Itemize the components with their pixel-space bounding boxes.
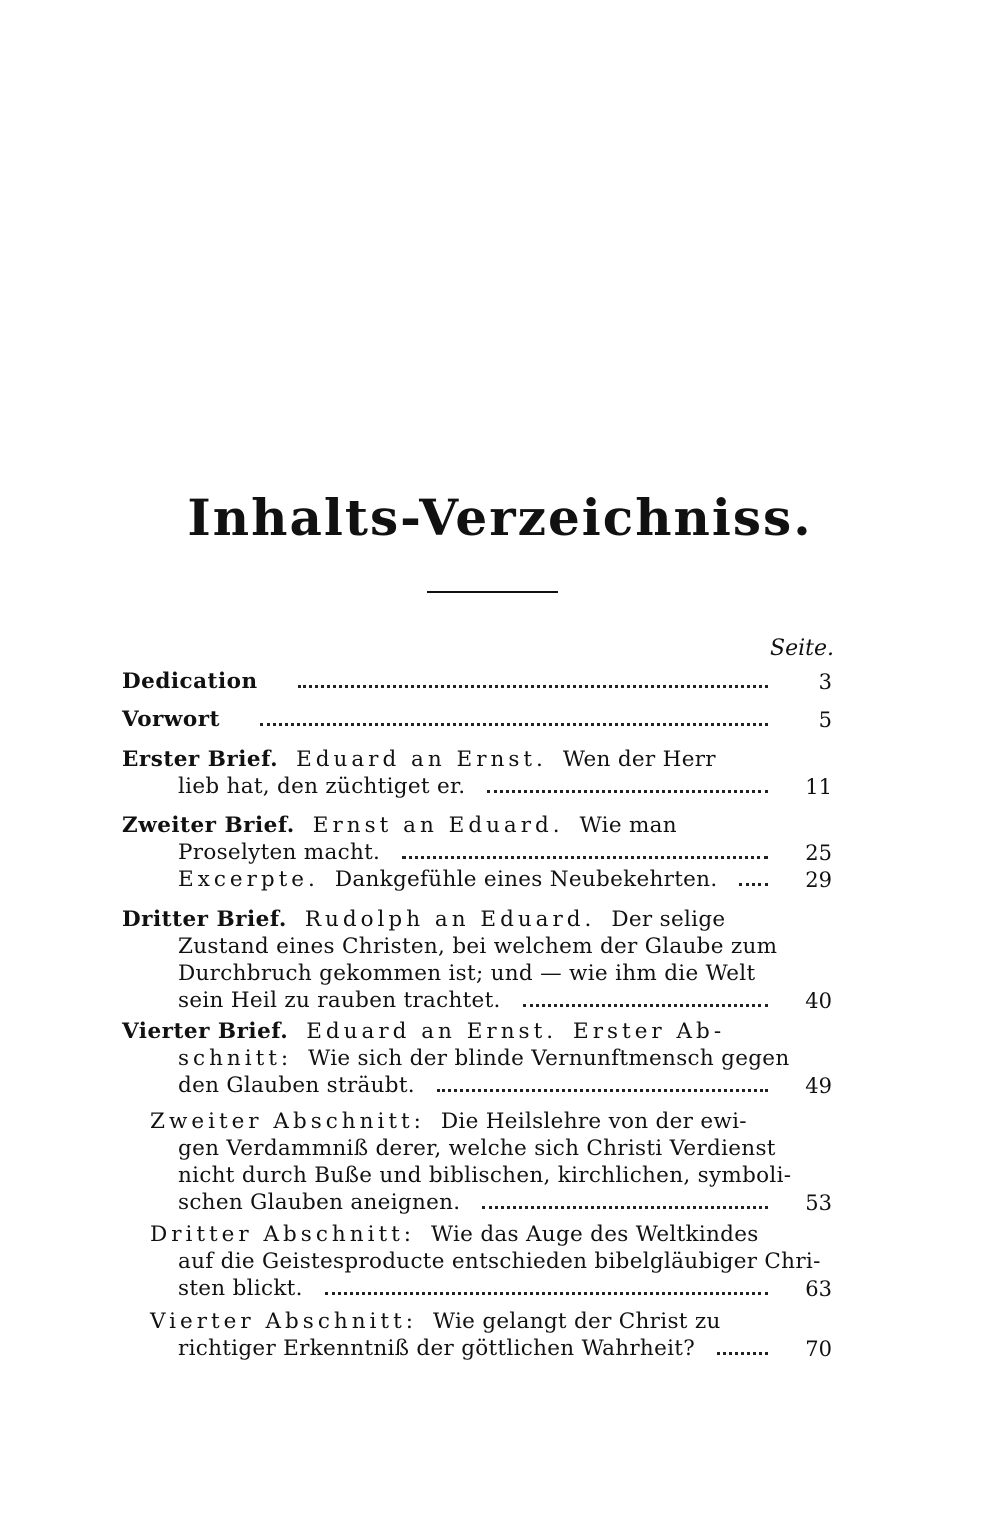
toc-line (150, 1308, 832, 1334)
dot-leader (739, 883, 768, 886)
dot-leader (482, 1206, 768, 1209)
page-number: 53 (805, 1191, 832, 1215)
entry-heading: Dritter Brief. (122, 907, 287, 932)
dot-leader (325, 1292, 768, 1295)
toc-line (178, 1135, 832, 1161)
toc-line (178, 1189, 832, 1215)
dot-leader (402, 856, 768, 859)
toc-line (178, 1072, 832, 1098)
toc-line (178, 1275, 832, 1301)
dot-leader (298, 685, 768, 688)
dot-leader (717, 1352, 768, 1355)
entry-text: Die Heilslehre von der ewi- (440, 1109, 747, 1134)
entry-heading: Zweiter Brief. (122, 813, 295, 838)
excerpt-label: Excerpte. (178, 867, 319, 892)
section-label: Dritter Abschnitt: (150, 1222, 415, 1247)
toc-line (178, 839, 832, 865)
toc-line (178, 773, 832, 799)
entry-text: Wie man (579, 813, 677, 838)
entry-sender: Eduard an Ernst. (306, 1019, 558, 1044)
page-number: 5 (818, 708, 832, 732)
toc-line (122, 906, 832, 932)
toc-line (178, 960, 832, 986)
page-number: 70 (805, 1337, 832, 1361)
toc-line (122, 706, 832, 732)
section-label: Vierter Abschnitt: (150, 1309, 417, 1334)
toc-line (178, 866, 832, 892)
page-number: 40 (805, 989, 832, 1013)
dot-leader (260, 723, 768, 726)
entry-sender: Ernst an Eduard. (312, 813, 564, 838)
entry-heading: Vorwort (122, 707, 220, 732)
entry-text: Wie das Auge des Weltkindes (430, 1222, 759, 1247)
entry-text: Durchbruch gekommen ist; und — wie ihm die Welt (178, 961, 756, 986)
entry-sender: Rudolph an Eduard. (304, 907, 596, 932)
page-number: 29 (805, 868, 832, 892)
dot-leader (487, 790, 768, 793)
entry-text: Wie sich der blinde Vernunftmensch gegen (308, 1046, 790, 1071)
toc-line (122, 746, 832, 772)
toc-line (150, 1108, 832, 1134)
entry-text: den Glauben sträubt. (178, 1073, 415, 1098)
toc-line (122, 812, 832, 838)
page-number: 49 (805, 1074, 832, 1098)
entry-heading: Erster Brief. (122, 747, 279, 772)
section-label: schnitt: (178, 1046, 293, 1071)
entry-text: Dankgefühle eines Neubekehrten. (334, 867, 718, 892)
entry-sender: Eduard an Ernst. (296, 747, 547, 772)
title-divider (427, 591, 558, 593)
page-number: 25 (805, 841, 832, 865)
toc-line (178, 1335, 832, 1361)
dot-leader (437, 1089, 768, 1092)
toc-line (122, 668, 832, 694)
section-label: Zweiter Abschnitt: (150, 1109, 425, 1134)
entry-heading: Dedication (122, 669, 258, 694)
page-number: 63 (805, 1277, 832, 1301)
page-number: 3 (818, 670, 832, 694)
entry-text: Proselyten macht. (178, 840, 381, 865)
entry-heading: Vierter Brief. (122, 1019, 289, 1044)
dot-leader (523, 1004, 768, 1007)
section-label: Erster Ab- (573, 1019, 726, 1044)
toc-line (122, 1018, 832, 1044)
entry-text: sein Heil zu rauben trachtet. (178, 988, 501, 1013)
toc-line (178, 1045, 832, 1071)
toc-line (150, 1221, 832, 1247)
entry-text: auf die Geistesproducte entschieden bibelgläubiger Chri- (178, 1249, 821, 1274)
entry-text: sten blickt. (178, 1276, 303, 1301)
page-number: 11 (805, 775, 832, 799)
toc-line (178, 1248, 832, 1274)
entry-text: Wen der Herr (562, 747, 716, 772)
entry-text: Wie gelangt der Christ zu (432, 1309, 721, 1334)
entry-text: schen Glauben aneignen. (178, 1190, 461, 1215)
toc-line (178, 1162, 832, 1188)
entry-text: lieb hat, den züchtiget er. (178, 774, 466, 799)
entry-text: Zustand eines Christen, bei welchem der Glaube zum (178, 934, 778, 959)
entry-text: nicht durch Buße und biblischen, kirchlichen, symboli- (178, 1163, 792, 1188)
entry-text: richtiger Erkenntniß der göttlichen Wahrheit? (178, 1336, 696, 1361)
page-column-label: Seite. (770, 636, 834, 661)
toc-line (178, 987, 832, 1013)
entry-text: gen Verdammniß derer, welche sich Christi Verdienst (178, 1136, 776, 1161)
entry-text: Der selige (611, 907, 726, 932)
toc-line (178, 933, 832, 959)
page-title: Inhalts-Verzeichniss. (187, 488, 813, 547)
